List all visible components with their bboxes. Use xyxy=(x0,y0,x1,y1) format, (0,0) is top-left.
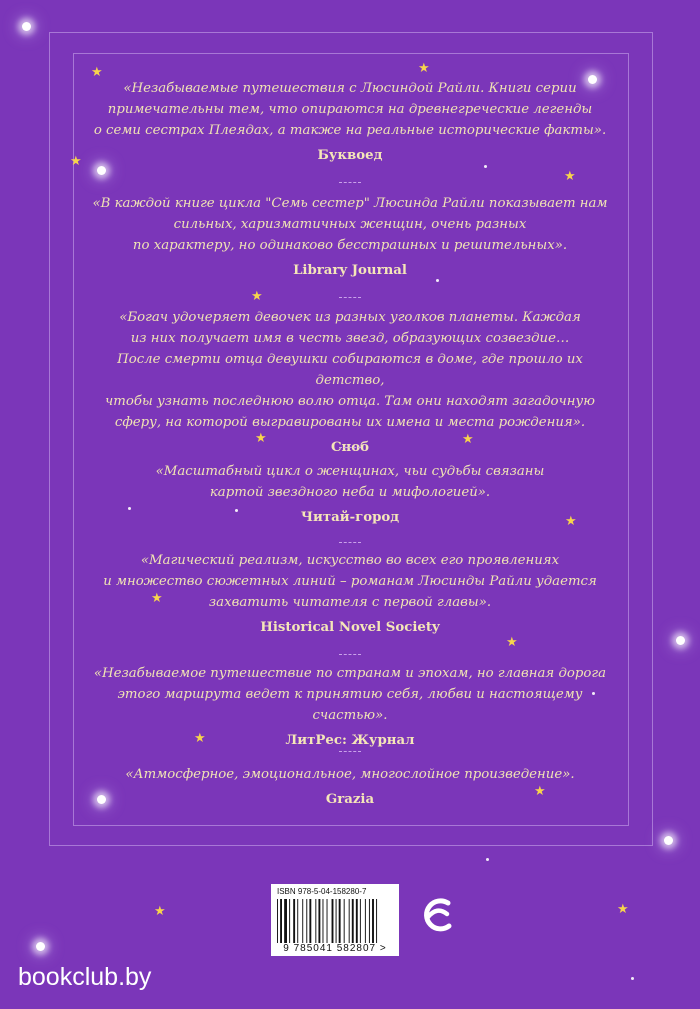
sparkle-icon xyxy=(22,22,31,31)
star-icon: ★ xyxy=(251,289,263,304)
barcode-bars xyxy=(277,899,393,943)
quote-text: «Атмосферное, эмоциональное, многослойное произведение». xyxy=(125,767,575,782)
review-quote xyxy=(90,193,610,280)
divider xyxy=(339,542,361,543)
star-icon: ★ xyxy=(534,784,546,799)
star-icon: ★ xyxy=(194,731,206,746)
review-quote xyxy=(90,78,610,165)
sparkle-icon xyxy=(676,636,685,645)
quote-text: «Магический реализм, искусство во всех его проявлениях и множество сюжетных линий – романам Люсинды Райли удается захватить читателя с первой главы». xyxy=(103,553,597,610)
divider xyxy=(339,447,361,448)
star-icon: ★ xyxy=(462,432,474,447)
star-icon: ★ xyxy=(255,431,267,446)
sparkle-icon xyxy=(97,166,106,175)
divider xyxy=(339,654,361,655)
publisher-logo-icon xyxy=(417,891,457,941)
sparkle-icon xyxy=(664,836,673,845)
star-icon: ★ xyxy=(154,904,166,919)
quote-source: Grazia xyxy=(325,792,375,807)
star-icon: ★ xyxy=(564,169,576,184)
dot-icon xyxy=(484,165,487,168)
divider xyxy=(339,751,361,752)
barcode-digits: 9 785041 582807 > xyxy=(283,943,387,954)
quote-text: «Масштабный цикл о женщинах, чьи судьбы связаны картой звездного неба и мифологией». xyxy=(155,464,545,500)
star-icon: ★ xyxy=(565,514,577,529)
star-icon: ★ xyxy=(617,902,629,917)
star-icon: ★ xyxy=(418,61,430,76)
divider xyxy=(339,182,361,183)
quote-text: «Незабываемые путешествия с Люсиндой Райли. Книги серии примечательны тем, что опираются на древнегреческие легенды о семи сестрах Плеядах, а также на реальные исторические факты». xyxy=(93,81,607,138)
quote-source: ЛитРес: Журнал xyxy=(285,733,415,748)
quote-text: «Богач удочеряет девочек из разных уголков планеты. Каждая из них получает имя в честь звезд, образующих созвездие… После смерти отца девушки собираются в доме, где прошло их детство, чтобы узнать последнюю волю отца. Там они находят загадочную сферу, на которой выгравированы их имена и места рождения». xyxy=(105,310,595,430)
star-icon: ★ xyxy=(151,591,163,606)
review-quote xyxy=(90,307,610,457)
review-quote xyxy=(90,764,610,809)
review-quote xyxy=(90,550,610,637)
review-quote xyxy=(90,461,610,527)
quote-text: «Незабываемое путешествие по странам и эпохам, но главная дорога этого маршрута ведет к принятию себя, любви и настоящему счастью». xyxy=(93,666,607,723)
dot-icon xyxy=(486,858,489,861)
quote-source: Historical Novel Society xyxy=(260,620,440,635)
dot-icon xyxy=(631,977,634,980)
sparkle-icon xyxy=(36,942,45,951)
review-quote xyxy=(90,663,610,750)
isbn-barcode xyxy=(271,884,399,956)
quote-source: Сноб xyxy=(330,440,370,455)
quote-source: Буквоед xyxy=(317,148,383,163)
star-icon: ★ xyxy=(91,65,103,80)
quote-source: Library Journal xyxy=(293,263,407,278)
star-icon: ★ xyxy=(70,154,82,169)
divider xyxy=(339,297,361,298)
star-icon: ★ xyxy=(506,635,518,650)
quote-text: «В каждой книге цикла "Семь сестер" Люсинда Райли показывает нам сильных, харизматичных женщин, очень разных по характеру, но одинаково бесстрашных и решительных». xyxy=(92,196,608,253)
isbn-label: ISBN 978-5-04-158280-7 xyxy=(277,887,367,896)
site-watermark: bookclub.by xyxy=(18,963,152,991)
quote-source: Читай-город xyxy=(300,510,400,525)
